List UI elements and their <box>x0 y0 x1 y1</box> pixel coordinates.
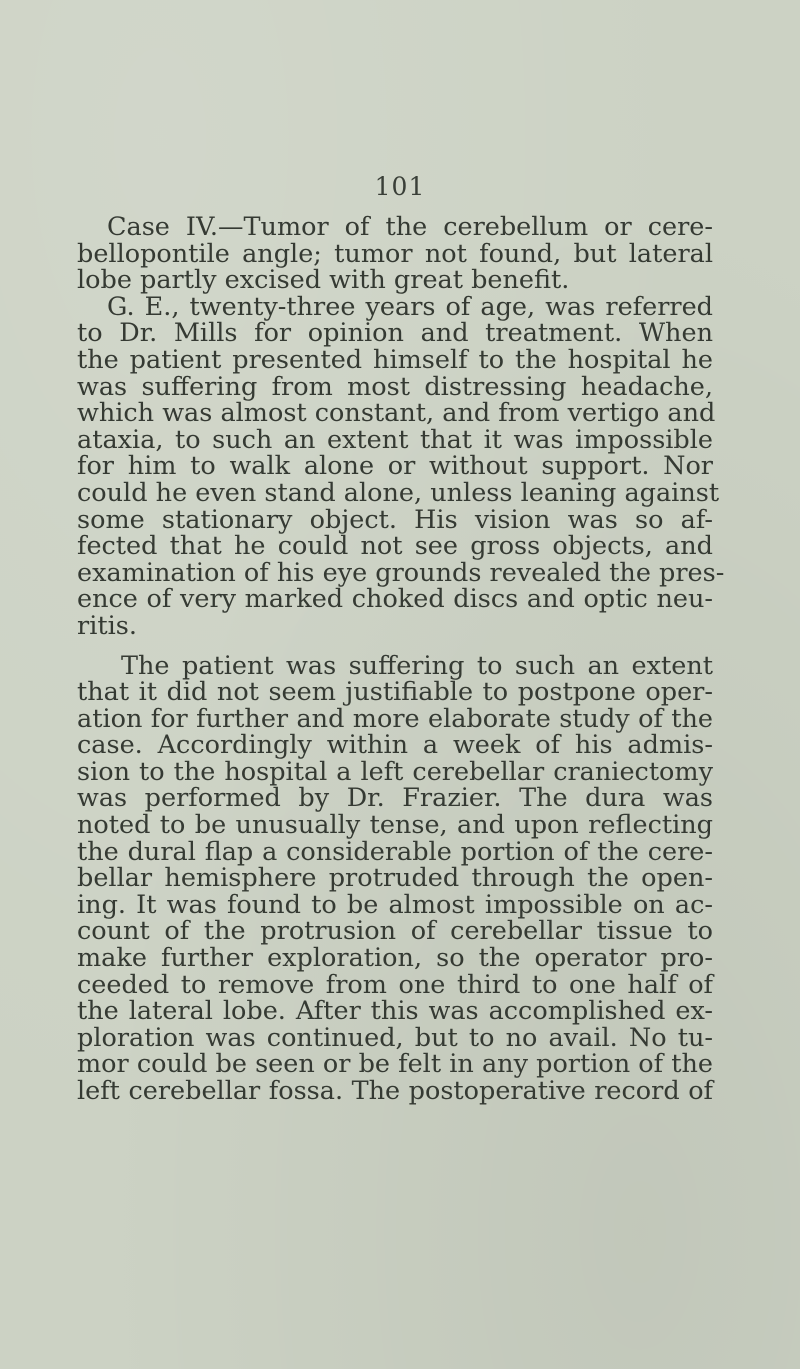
paragraph-line: ataxia, to such an extent that it was impossible <box>77 424 713 455</box>
paragraph-line: make further exploration, so the operator pro- <box>77 943 713 974</box>
paragraph-line: ing. It was found to be almost impossible on ac- <box>77 889 713 920</box>
paragraph-line: was suffering from most distressing headache, <box>77 371 713 402</box>
paragraph-line: could he even stand alone, unless leaning against <box>77 477 720 508</box>
paragraph-line: sion to the hospital a left cerebellar craniectomy <box>77 756 713 787</box>
paragraph-line: the patient presented himself to the hospital he <box>77 344 713 375</box>
paragraph-line: ploration was continued, but to no avail. No tu- <box>77 1022 713 1053</box>
paragraph-line: The patient was suffering to such an extent <box>121 650 713 681</box>
case-heading-line: lobe partly excised with great benefit. <box>77 265 570 296</box>
case-heading-line: Case IV.—Tumor of the cerebellum or cere- <box>107 212 713 242</box>
paragraph-line: the dural flap a considerable portion of the cere- <box>77 836 713 867</box>
paragraph-line: count of the protrusion of cerebellar tissue to <box>77 916 713 947</box>
paragraph-line: G. E., twenty-three years of age, was referred <box>107 291 713 322</box>
paragraph-line: ritis. <box>77 610 137 641</box>
paragraph-line: some stationary object. His vision was so af- <box>77 504 713 535</box>
paragraph-line: ence of very marked choked discs and optic neu- <box>77 584 713 615</box>
paragraph-line: was performed by Dr. Frazier. The dura was <box>77 783 713 814</box>
paragraph-line: the lateral lobe. After this was accomplished ex- <box>77 996 713 1027</box>
paragraph-line: case. Accordingly within a week of his admis- <box>77 730 713 761</box>
paragraph-line: to Dr. Mills for opinion and treatment. When <box>77 318 713 349</box>
paragraph-line: that it did not seem justifiable to postpone oper- <box>77 677 713 708</box>
paragraph-line: noted to be unusually tense, and upon reflecting <box>77 810 713 841</box>
page-number: 101 <box>374 172 426 201</box>
case-heading-line: bellopontile angle; tumor not found, but lateral <box>77 238 713 269</box>
paragraph-line: bellar hemisphere protruded through the open- <box>77 863 713 894</box>
paragraph-line: which was almost constant, and from vertigo and <box>77 398 716 429</box>
paragraph-line: for him to walk alone or without support. Nor <box>77 451 713 482</box>
paragraph-line: left cerebellar fossa. The postoperative record of <box>77 1076 713 1106</box>
paragraph-line: ation for further and more elaborate study of the <box>77 703 713 734</box>
paragraph-line: examination of his eye grounds revealed the pres- <box>77 557 725 588</box>
page-body <box>77 212 725 1106</box>
paragraph-line: mor could be seen or be felt in any portion of the <box>77 1049 713 1080</box>
paragraph-line: fected that he could not see gross objects, and <box>77 531 713 562</box>
paragraph-line: ceeded to remove from one third to one half of <box>77 969 713 1000</box>
